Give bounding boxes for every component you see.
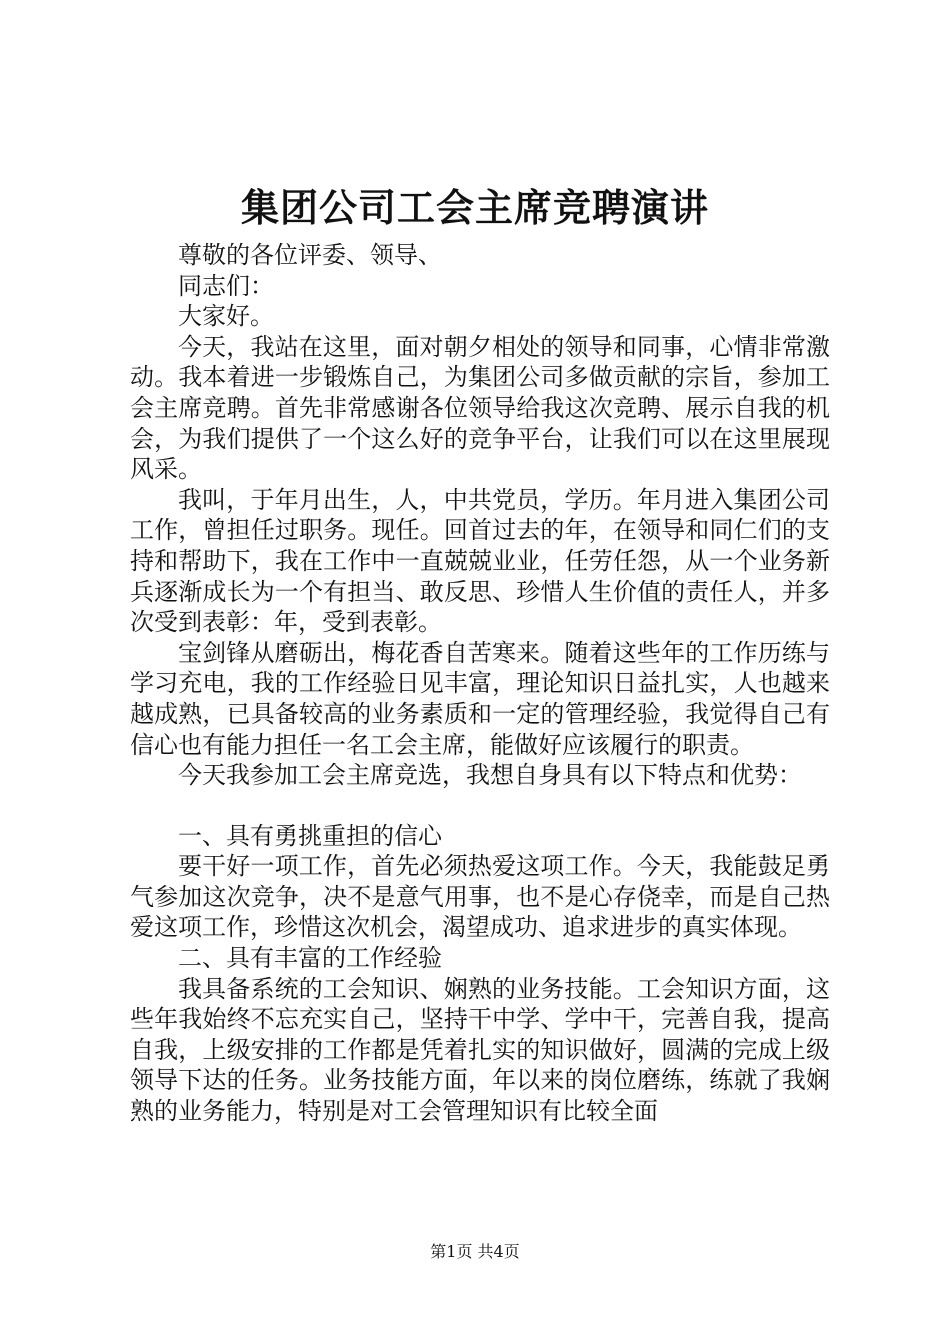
section-heading-1: 一、具有勇挑重担的信心 [178, 821, 442, 850]
page-indicator: 第1页 共4页 [430, 1242, 520, 1261]
paragraph-opening: 今天，我站在这里，面对朝夕相处的领导和同事，心情非常激动。我本着进一步锻炼自己，为集团公司多做贡献的宗旨，参加工会主席竞聘。首先非常感谢各位领导给我这次竞聘、展示自我的机会，为我们提供了一个这么好的竞争平台，让我们可以在这里展现风采。 [130, 332, 830, 484]
section-heading-2: 二、具有丰富的工作经验 [178, 944, 442, 973]
document-title: 集团公司工会主席竞聘演讲 [240, 185, 709, 230]
paragraph-section-1: 要干好一项工作，首先必须热爱这项工作。今天，我能鼓足勇气参加这次竞争，决不是意气用事，也不是心存侥幸，而是自己热爱这项工作，珍惜这次机会，渴望成功、追求进步的真实体现。 [130, 852, 830, 942]
salutation-line-1: 尊敬的各位评委、领导、 [178, 241, 442, 269]
greeting-line: 大家好。 [178, 302, 274, 331]
paragraph-section-2: 我具备系统的工会知识、娴熟的业务技能。工会知识方面，这些年我始终不忘充实自己，坚持干中学、学中干，完善自我，提高自我，上级安排的工作都是凭着扎实的知识做好，圆满的完成上级领导下达的任务。业务技能方面，年以来的岗位磨练，练就了我娴熟的业务能力，特别是对工会管理知识有比较全面 [130, 974, 830, 1126]
paragraph-self-intro: 我叫，于年月出生，人，中共党员，学历。年月进入集团公司工作，曾担任过职务。现任。回首过去的年，在领导和同仁们的支持和帮助下，我在工作中一直兢兢业业，任劳任怨，从一个业务新兵逐渐成长为一个有担当、敢反思、珍惜人生价值的责任人，并多次受到表彰：年，受到表彰。 [130, 485, 830, 637]
document-body [130, 240, 830, 1127]
paragraph-advantages-intro: 今天我参加工会主席竞选，我想自身具有以下特点和优势： [178, 761, 802, 790]
salutation-line-2: 同志们： [178, 271, 274, 300]
paragraph-experience: 宝剑锋从磨砺出，梅花香自苦寒来。随着这些年的工作历练与学习充电，我的工作经验日见丰富，理论知识日益扎实，人也越来越成熟，已具备较高的业务素质和一定的管理经验，我觉得自己有信心也有能力担任一名工会主席，能做好应该履行的职责。 [130, 638, 830, 759]
